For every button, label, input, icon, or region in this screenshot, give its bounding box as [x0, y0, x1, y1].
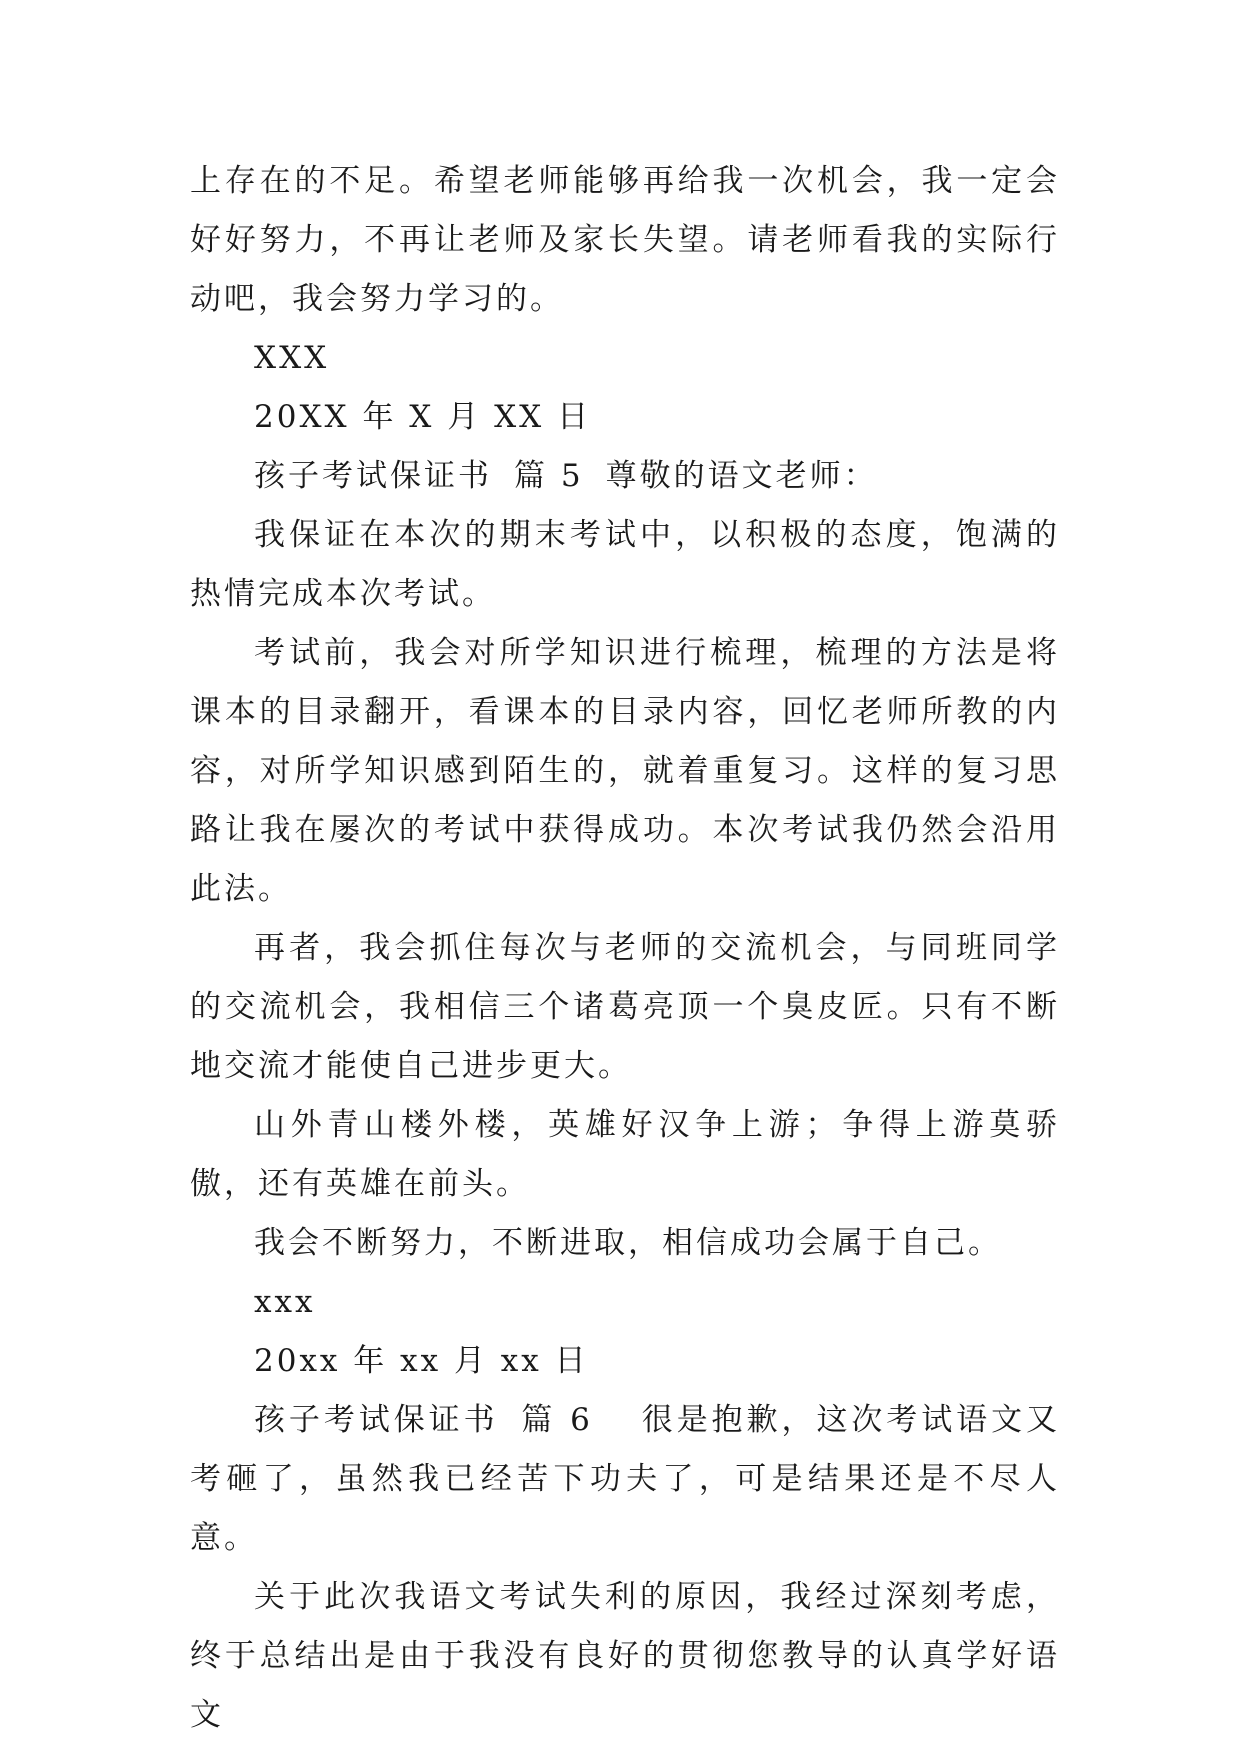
- date-1: 20XX 年 X 月 XX 日: [254, 399, 592, 435]
- paragraph-effort: 我会不断努力，不断进取，相信成功会属于自己。: [254, 1225, 1002, 1261]
- section-5-number: 篇 5: [514, 458, 584, 494]
- paragraph-pledge: 我保证在本次的期末考试中，以积极的态度，饱满的热情完成本次考试。: [190, 517, 1060, 612]
- paragraph-poem: 山外青山楼外楼，英雄好汉争上游；争得上游莫骄傲，还有英雄在前头。: [190, 1107, 1060, 1202]
- signature-1: XXX: [254, 340, 330, 376]
- section-5-salutation: 尊敬的语文老师：: [605, 458, 878, 494]
- section-6-number: 篇 6: [520, 1402, 593, 1438]
- date-2: 20xx 年 xx 月 xx 日: [254, 1343, 589, 1379]
- section-6-paragraph: [190, 1391, 1060, 1568]
- document-body: [190, 152, 1060, 1745]
- paragraph-communication: 再者，我会抓住每次与老师的交流机会，与同班同学的交流机会，我相信三个诸葛亮顶一个臭皮匠。只有不断地交流才能使自己进步更大。: [190, 930, 1060, 1084]
- section-5-heading: [190, 447, 1060, 506]
- section-5-title: 孩子考试保证书: [254, 458, 492, 494]
- paragraph-continuation: 上存在的不足。希望老师能够再给我一次机会，我一定会好好努力，不再让老师及家长失望。请老师看我的实际行动吧，我会努力学习的。: [190, 163, 1060, 317]
- paragraph-reason: 关于此次我语文考试失利的原因，我经过深刻考虑，终于总结出是由于我没有良好的贯彻您教导的认真学好语文: [190, 1579, 1060, 1733]
- signature-2: xxx: [254, 1284, 316, 1320]
- section-6-apology: 很是抱歉，这次考试语文又考砸了，虽然我已经苦下功夫了，可是结果还是不尽人意。: [190, 1402, 1061, 1556]
- paragraph-before-exam: 考试前，我会对所学知识进行梳理，梳理的方法是将课本的目录翻开，看课本的目录内容，回忆老师所教的内容，对所学知识感到陌生的，就着重复习。这样的复习思路让我在屡次的考试中获得成功。本次考试我仍然会沿用此法。: [190, 635, 1060, 907]
- section-6-title: 孩子考试保证书: [254, 1402, 499, 1438]
